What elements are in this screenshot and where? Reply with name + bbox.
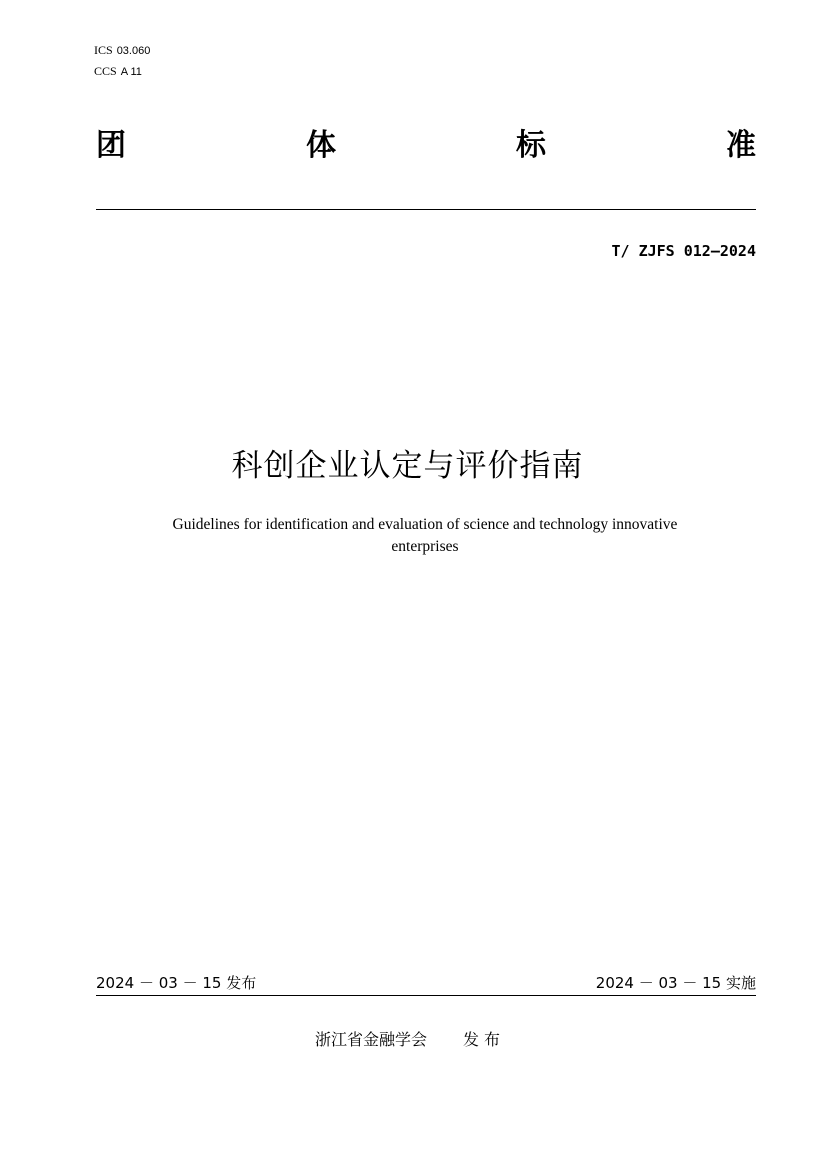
ics-row [94,40,150,61]
classification-codes [94,40,150,82]
ccs-row [94,61,150,82]
top-divider [96,209,756,210]
standard-type-heading [96,120,756,164]
title-english-line: enterprises [391,538,459,555]
title-english-line: Guidelines for identification and evaluation of science and technology innovative [172,516,678,533]
standard-number: T/ ZJFS 012—2024 [611,242,756,260]
standard-type-char: 准 [726,128,756,163]
ics-code: 03.060 [116,45,151,57]
ics-label: ICS [94,43,113,57]
title-english [100,514,750,558]
implementation-date: 2024 － 03 － 15 实施 [595,974,756,992]
issue-date: 2024 － 03 － 15 发布 [96,974,257,992]
ccs-code: A 11 [120,66,142,78]
bottom-divider [96,995,756,996]
standard-type-char: 团 [96,128,126,163]
publisher-action: 发 布 [462,1030,501,1049]
standard-type-char: 标 [516,128,546,163]
ccs-label: CCS [94,64,117,78]
standard-type-char: 体 [306,128,336,163]
title-chinese: 科创企业认定与评价指南 [231,448,584,484]
publisher-name: 浙江省金融学会 [314,1030,427,1049]
publisher [0,1027,815,1050]
